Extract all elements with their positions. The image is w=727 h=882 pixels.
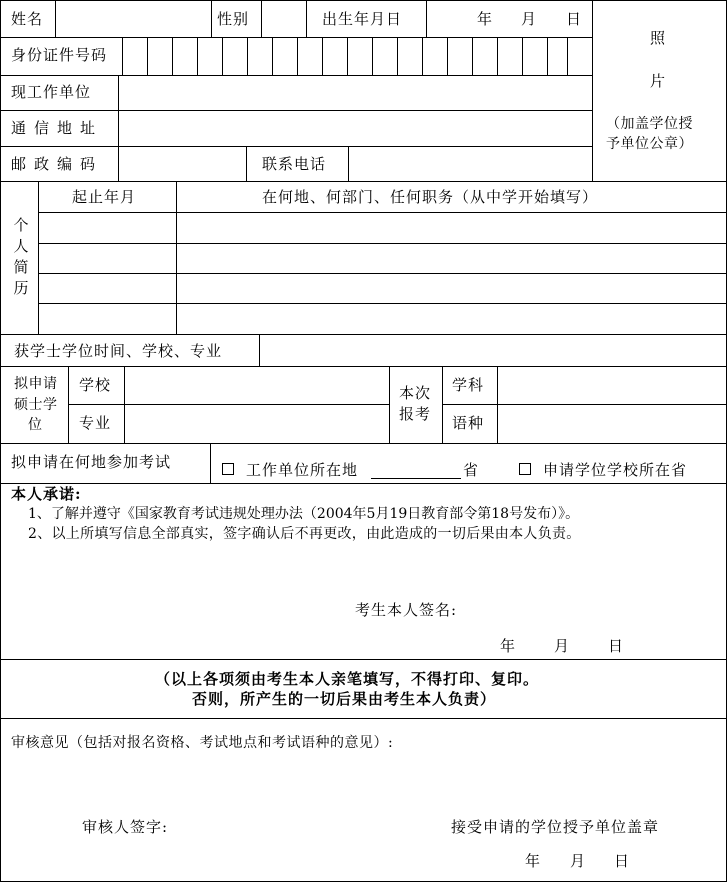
province-input[interactable] [371, 458, 461, 478]
language-label: 语种 [452, 414, 485, 432]
review-year: 年 [525, 852, 542, 870]
exam-label-1: 本次 [399, 384, 432, 402]
address-label: 通信地址 [11, 119, 104, 137]
notice-line-2: 否则，所产生的一切后果由考生本人负责） [192, 690, 497, 708]
photo-line4: 予单位公章） [606, 136, 693, 152]
birth-label: 出生年月日 [322, 10, 403, 28]
stamp-label: 接受申请的学位授予单位盖章 [451, 818, 660, 836]
pledge-item-2: 2、以上所填写信息全部真实，签字确认后不再更改，由此造成的一切后果由本人负责。 [28, 526, 581, 542]
resume-side-label-4: 历 [13, 279, 29, 297]
rule [246, 146, 247, 181]
subject-input[interactable] [498, 367, 727, 404]
border-left [0, 0, 1, 882]
apply-side-label-2: 硕士学 [14, 397, 58, 413]
rule [0, 181, 727, 182]
resume-col-period: 起止年月 [72, 188, 137, 206]
postcode-input[interactable] [119, 147, 246, 181]
reviewer-signature-label: 审核人签字: [82, 818, 169, 836]
rule [0, 659, 727, 660]
rule [210, 443, 211, 483]
pledge-month: 月 [554, 637, 571, 655]
review-day: 日 [614, 852, 631, 870]
apply-side-label-1: 拟申请 [14, 376, 58, 392]
review-title: 审核意见（包括对报名资格、考试地点和考试语种的意见）: [11, 735, 394, 751]
resume-entries[interactable] [39, 213, 727, 334]
rule [211, 0, 212, 37]
rule [0, 483, 727, 484]
birth-year-label: 年 [477, 10, 494, 28]
review-input[interactable] [11, 756, 716, 806]
rule [0, 443, 727, 444]
gender-input[interactable] [262, 1, 306, 37]
candidate-signature-label: 考生本人签名: [355, 601, 458, 619]
phone-label: 联系电话 [262, 155, 327, 173]
notice-line-1: （以上各项须由考生本人亲笔填写，不得打印、复印。 [155, 670, 540, 688]
apply-side-label-3: 位 [28, 417, 43, 433]
apply-major-label: 专业 [79, 414, 112, 432]
reviewer-signature-input[interactable] [180, 813, 380, 839]
work-location-label: 工作单位所在地 [246, 461, 359, 479]
review-month: 月 [570, 852, 587, 870]
photo-line2: 片 [650, 72, 667, 90]
exam-location-label: 拟申请在何地参加考试 [11, 453, 172, 471]
pledge-day: 日 [608, 637, 625, 655]
apply-major-input[interactable] [125, 405, 389, 443]
bachelor-input[interactable] [260, 335, 727, 366]
birth-day-label: 日 [566, 10, 583, 28]
gender-label: 性别 [217, 10, 250, 28]
photo-divider [592, 0, 593, 181]
work-label: 现工作单位 [11, 83, 92, 101]
school-location-checkbox[interactable] [519, 463, 531, 475]
pledge-item-1: 1、了解并遵守《国家教育考试违规处理办法（2004年5月19日教育部令第18号发布）》。 [28, 506, 580, 522]
province-underline [371, 478, 461, 479]
school-location-label: 申请学位学校所在省 [543, 461, 688, 479]
exam-label-2: 报考 [399, 405, 432, 423]
birth-month-label: 月 [521, 10, 538, 28]
language-input[interactable] [498, 405, 727, 443]
resume-side-label-2: 人 [13, 237, 29, 255]
resume-side-label-1: 个 [13, 216, 29, 234]
name-label: 姓名 [11, 10, 44, 28]
province-suffix: 省 [463, 461, 480, 479]
photo-line1: 照 [650, 29, 667, 47]
subject-label: 学科 [452, 376, 485, 394]
id-input[interactable] [123, 38, 592, 75]
rule [306, 0, 307, 37]
candidate-signature-input[interactable] [470, 596, 670, 622]
name-input[interactable] [56, 1, 211, 37]
resume-side-label-3: 简 [13, 258, 29, 276]
phone-input[interactable] [349, 147, 592, 181]
rule [389, 366, 390, 443]
apply-school-input[interactable] [125, 367, 389, 404]
address-input[interactable] [119, 111, 592, 146]
pledge-title: 本人承诺: [11, 485, 82, 503]
work-input[interactable] [119, 76, 592, 110]
pledge-year: 年 [500, 637, 517, 655]
resume-col-detail: 在何地、何部门、任何职务（从中学开始填写） [262, 188, 599, 206]
work-location-checkbox[interactable] [222, 463, 234, 475]
apply-school-label: 学校 [79, 376, 112, 394]
rule [0, 718, 727, 719]
id-label: 身份证件号码 [11, 46, 108, 64]
photo-line3: （加盖学位授 [606, 116, 693, 132]
postcode-label: 邮政编码 [11, 155, 104, 173]
bachelor-label: 获学士学位时间、学校、专业 [14, 342, 223, 360]
